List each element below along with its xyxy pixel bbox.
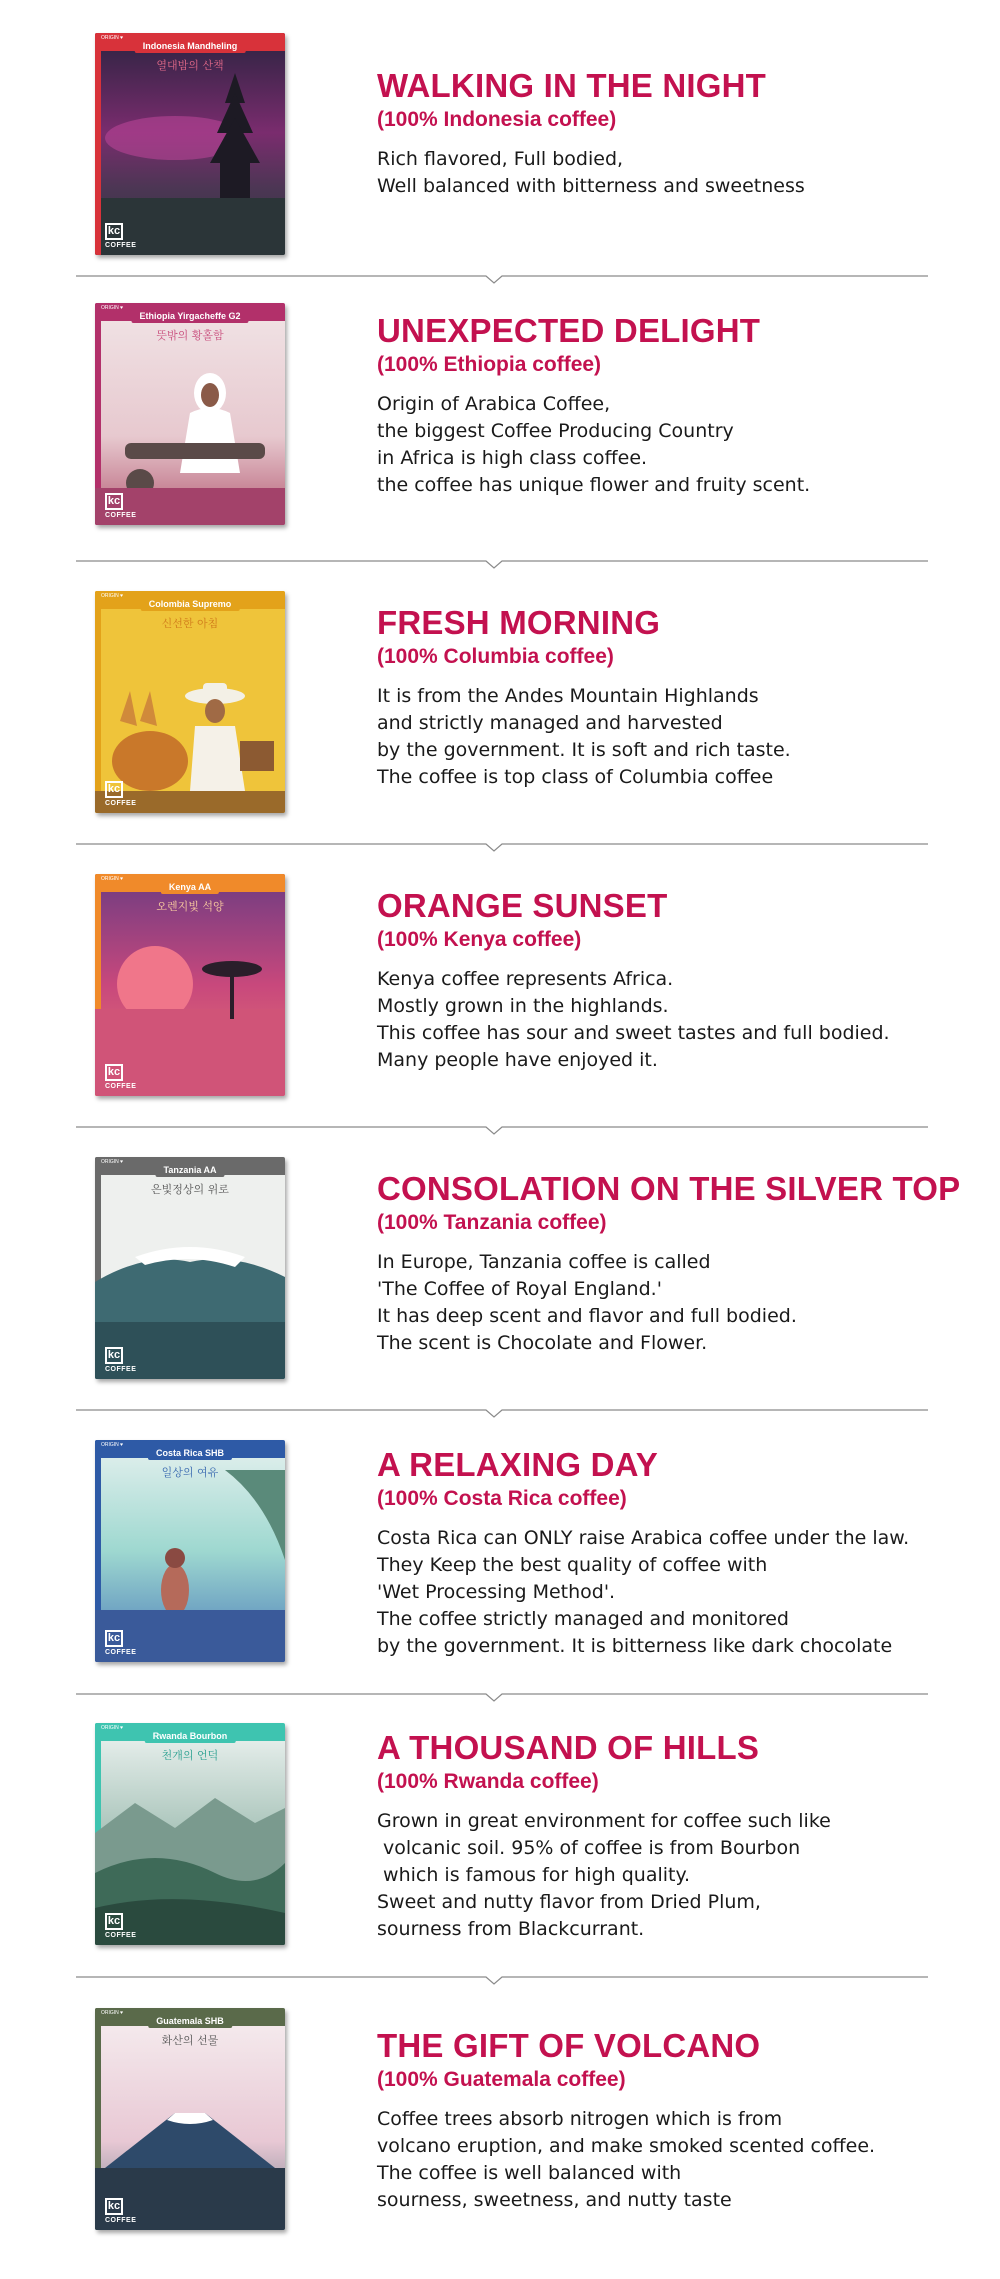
kc-logo-icon: kc — [105, 223, 123, 240]
description-line: 'The Coffee of Royal England.' — [377, 1278, 662, 1300]
product-section-tanzania — [0, 1134, 1000, 1417]
product-description — [377, 966, 977, 1074]
pack-origin-tag: ORIGIN ♥ — [101, 1159, 124, 1165]
kc-logo-icon: kc — [105, 1913, 123, 1930]
product-text — [377, 1728, 977, 1943]
product-subtitle: (100% Indonesia coffee) — [377, 108, 617, 131]
brand-logo — [105, 493, 136, 519]
coffee-pack-image — [95, 2008, 285, 2230]
pack-origin-tag: ORIGIN ♥ — [101, 876, 124, 882]
pack-korean-name: 화산의 선물 — [161, 2034, 219, 2047]
section-divider — [76, 268, 928, 284]
product-description — [377, 683, 977, 791]
section-divider — [76, 836, 928, 852]
brand-logo — [105, 1630, 136, 1656]
product-section-kenya — [0, 851, 1000, 1134]
description-line: which is famous for high quality. — [377, 1864, 691, 1886]
description-line: and strictly managed and harvested — [377, 712, 723, 734]
description-line: Grown in great environment for coffee such like — [377, 1810, 831, 1832]
pack-label: Guatemala SHB — [148, 2014, 232, 2028]
pack-label: Tanzania AA — [155, 1163, 224, 1177]
pack-label: Colombia Supremo — [141, 597, 240, 611]
product-section-ethiopia — [0, 283, 1000, 566]
description-line: Well balanced with bitterness and sweetness — [377, 175, 805, 197]
product-subtitle: (100% Ethiopia coffee) — [377, 353, 602, 376]
product-text — [377, 2026, 977, 2214]
description-line: In Europe, Tanzania coffee is called — [377, 1251, 711, 1273]
product-section-indonesia — [0, 0, 1000, 283]
brand-word: COFFEE — [105, 1366, 137, 1373]
description-line: Many people have enjoyed it. — [377, 1049, 658, 1071]
pack-korean-name: 은빛정상의 위로 — [151, 1183, 229, 1196]
kc-logo-icon: kc — [105, 493, 123, 510]
description-line: The coffee is top class of Columbia coffee — [377, 766, 774, 788]
brand-word: COFFEE — [105, 1083, 137, 1090]
pack-korean-name: 천개의 언덕 — [161, 1749, 219, 1762]
pack-origin-tag: ORIGIN ♥ — [101, 593, 124, 599]
brand-word: COFFEE — [105, 512, 137, 519]
section-divider — [76, 1969, 928, 1985]
product-description — [377, 391, 977, 499]
description-line: 'Wet Processing Method'. — [377, 1581, 616, 1603]
brand-logo — [105, 2198, 136, 2224]
coffee-pack-image — [95, 1440, 285, 1662]
brand-logo — [105, 781, 136, 807]
pack-origin-tag: ORIGIN ♥ — [101, 35, 124, 41]
kc-logo-icon: kc — [105, 1630, 123, 1647]
product-text — [377, 66, 977, 200]
product-subtitle: (100% Costa Rica coffee) — [377, 1487, 627, 1510]
description-line: The coffee strictly managed and monitored — [377, 1608, 789, 1630]
product-title: THE GIFT OF VOLCANO — [377, 2027, 761, 2064]
pack-korean-name: 뜻밖의 황홀함 — [156, 329, 224, 342]
description-line: by the government. It is soft and rich taste. — [377, 739, 791, 761]
section-divider — [76, 1402, 928, 1418]
description-line: This coffee has sour and sweet tastes and full bodied. — [377, 1022, 890, 1044]
brand-word: COFFEE — [105, 242, 137, 249]
description-line: the coffee has unique flower and fruity scent. — [377, 474, 811, 496]
section-divider — [76, 1686, 928, 1702]
kc-logo-icon: kc — [105, 2198, 123, 2215]
product-section-guatemala — [0, 1984, 1000, 2267]
description-line: volcano eruption, and make smoked scented coffee. — [377, 2135, 876, 2157]
brand-word: COFFEE — [105, 1932, 137, 1939]
product-title: FRESH MORNING — [377, 604, 661, 641]
pack-label: Kenya AA — [161, 880, 219, 894]
pack-label: Ethiopia Yirgacheffe G2 — [131, 309, 248, 323]
description-line: by the government. It is bitterness like dark chocolate — [377, 1635, 893, 1657]
product-text — [377, 603, 977, 791]
product-subtitle: (100% Kenya coffee) — [377, 928, 582, 951]
product-text — [377, 311, 977, 499]
product-text — [377, 1445, 977, 1660]
pack-korean-name: 오렌지빛 석양 — [156, 900, 224, 913]
brand-logo — [105, 1347, 136, 1373]
product-title: ORANGE SUNSET — [377, 887, 668, 924]
product-title: UNEXPECTED DELIGHT — [377, 312, 761, 349]
description-line: Costa Rica can ONLY raise Arabica coffee under the law. — [377, 1527, 910, 1549]
pack-label: Rwanda Bourbon — [145, 1729, 236, 1743]
pack-origin-tag: ORIGIN ♥ — [101, 1442, 124, 1448]
coffee-pack-image — [95, 33, 285, 255]
product-subtitle: (100% Rwanda coffee) — [377, 1770, 599, 1793]
description-line: They Keep the best quality of coffee with — [377, 1554, 768, 1576]
pack-korean-name: 열대밤의 산책 — [156, 59, 224, 72]
description-line: It has deep scent and flavor and full bodied. — [377, 1305, 797, 1327]
description-line: sourness from Blackcurrant. — [377, 1918, 645, 1940]
description-line: sourness, sweetness, and nutty taste — [377, 2189, 732, 2211]
product-text — [377, 886, 977, 1074]
brand-logo — [105, 223, 136, 249]
kc-logo-icon: kc — [105, 781, 123, 798]
brand-word: COFFEE — [105, 800, 137, 807]
description-line: Coffee trees absorb nitrogen which is from — [377, 2108, 783, 2130]
section-divider — [76, 553, 928, 569]
brand-word: COFFEE — [105, 1649, 137, 1656]
pack-origin-tag: ORIGIN ♥ — [101, 1725, 124, 1731]
brand-logo — [105, 1913, 136, 1939]
pack-label: Costa Rica SHB — [148, 1446, 232, 1460]
product-title: A THOUSAND OF HILLS — [377, 1729, 760, 1766]
coffee-pack-image — [95, 1723, 285, 1945]
brand-logo — [105, 1064, 136, 1090]
description-line: Rich flavored, Full bodied, — [377, 148, 624, 170]
brand-word: COFFEE — [105, 2217, 137, 2224]
pack-origin-tag: ORIGIN ♥ — [101, 2010, 124, 2016]
description-line: Mostly grown in the highlands. — [377, 995, 669, 1017]
coffee-pack-image — [95, 874, 285, 1096]
pack-origin-tag: ORIGIN ♥ — [101, 305, 124, 311]
section-divider — [76, 1119, 928, 1135]
kc-logo-icon: kc — [105, 1347, 123, 1364]
product-title: CONSOLATION ON THE SILVER TOP — [377, 1170, 961, 1207]
description-line: The scent is Chocolate and Flower. — [377, 1332, 708, 1354]
description-line: The coffee is well balanced with — [377, 2162, 682, 2184]
coffee-pack-image — [95, 591, 285, 813]
coffee-pack-image — [95, 1157, 285, 1379]
product-section-columbia — [0, 568, 1000, 851]
kc-logo-icon: kc — [105, 1064, 123, 1081]
description-line: in Africa is high class coffee. — [377, 447, 648, 469]
description-line: the biggest Coffee Producing Country — [377, 420, 734, 442]
pack-label: Indonesia Mandheling — [135, 39, 246, 53]
product-description — [377, 2106, 977, 2214]
pack-korean-name: 일상의 여유 — [161, 1466, 219, 1479]
product-title: A RELAXING DAY — [377, 1446, 658, 1483]
product-subtitle: (100% Tanzania coffee) — [377, 1211, 607, 1234]
description-line: It is from the Andes Mountain Highlands — [377, 685, 759, 707]
product-section-costa-rica — [0, 1417, 1000, 1700]
product-description — [377, 146, 977, 200]
product-description — [377, 1808, 977, 1943]
description-line: Kenya coffee represents Africa. — [377, 968, 674, 990]
description-line: Sweet and nutty flavor from Dried Plum, — [377, 1891, 761, 1913]
product-text — [377, 1169, 977, 1357]
coffee-pack-image — [95, 303, 285, 525]
product-subtitle: (100% Columbia coffee) — [377, 645, 614, 668]
description-line: volcanic soil. 95% of coffee is from Bourbon — [377, 1837, 801, 1859]
description-line: Origin of Arabica Coffee, — [377, 393, 611, 415]
product-section-rwanda — [0, 1701, 1000, 1984]
pack-korean-name: 신선한 아침 — [161, 617, 219, 630]
product-description — [377, 1525, 977, 1660]
product-title: WALKING IN THE NIGHT — [377, 67, 766, 104]
product-subtitle: (100% Guatemala coffee) — [377, 2068, 626, 2091]
product-description — [377, 1249, 977, 1357]
